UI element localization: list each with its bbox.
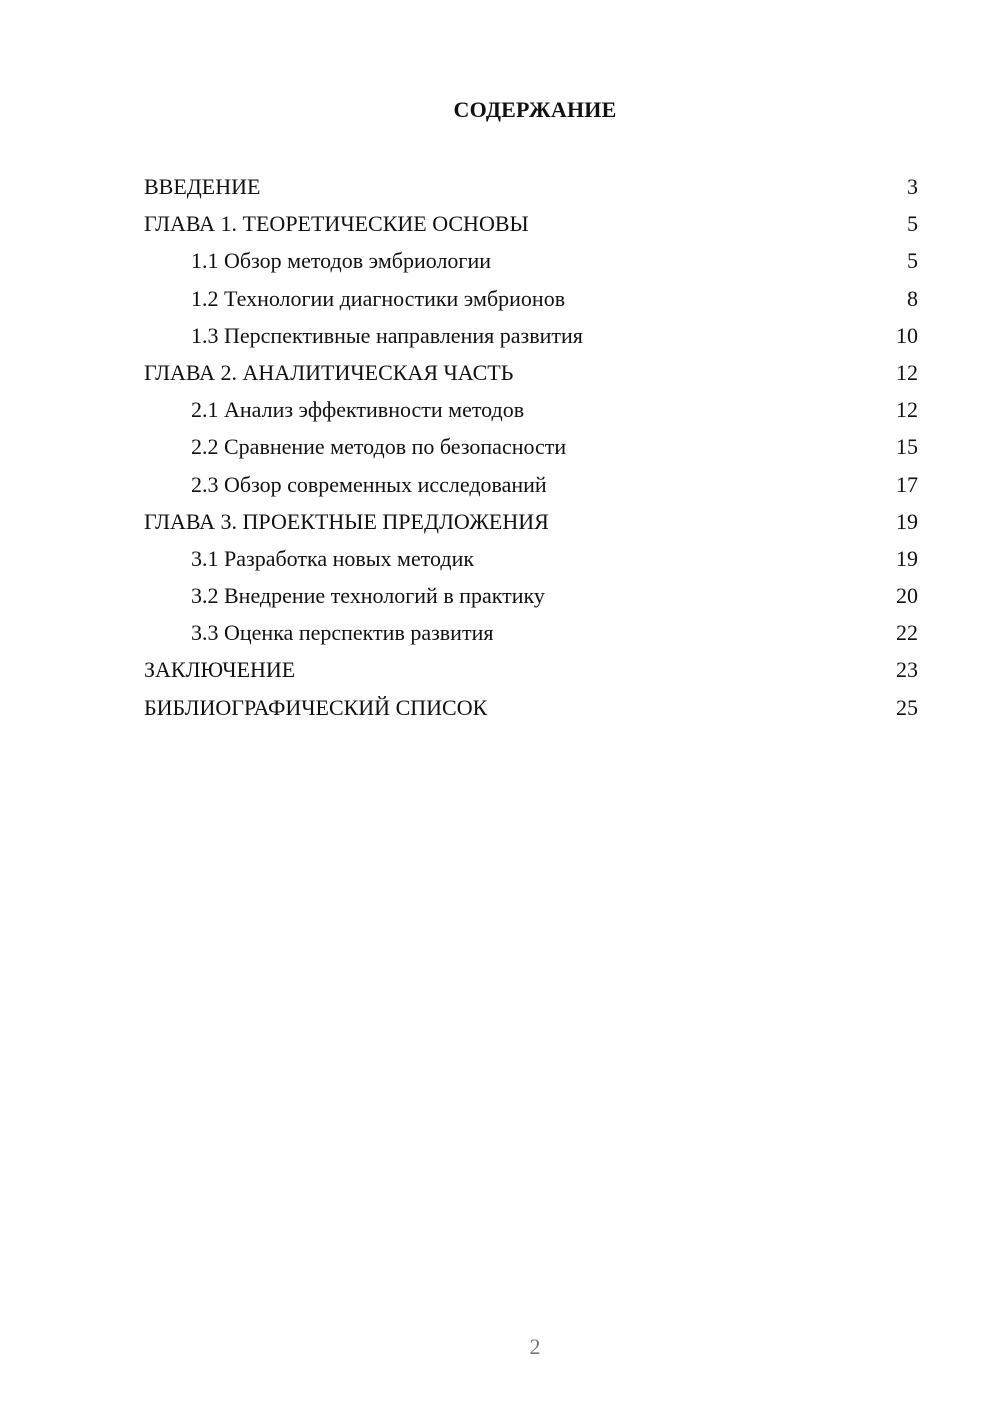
toc-entry-chapter-1[interactable] [144, 205, 918, 242]
toc-entry-label: 3.3 Оценка перспектив развития [191, 620, 494, 646]
toc-entry-label: ВВЕДЕНИЕ [144, 174, 261, 199]
toc-entry-label: 1.3 Перспективные направления развития [191, 322, 583, 348]
toc-entry-page: 20 [896, 583, 918, 609]
toc-entry-label: 3.2 Внедрение технологий в практику [191, 583, 545, 609]
toc-entry-page: 19 [896, 545, 918, 571]
toc-entry-label: ГЛАВА 2. АНАЛИТИЧЕСКАЯ ЧАСТЬ [144, 359, 514, 385]
toc-entry-label: 2.3 Обзор современных исследований [191, 471, 547, 497]
toc-entry-label: 1.1 Обзор методов эмбриологии [191, 248, 491, 274]
toc-entry-label: 2.2 Сравнение методов по безопасности [191, 434, 567, 460]
toc-entry-section-3-2[interactable] [144, 577, 918, 614]
toc-entry-chapter-3[interactable] [144, 503, 918, 540]
toc-entry-section-1-2[interactable] [144, 280, 918, 317]
toc-entry-label: 1.2 Технологии диагностики эмбрионов [191, 285, 566, 311]
toc-entry-chapter-2[interactable] [144, 354, 918, 391]
toc-entry-section-1-3[interactable] [144, 317, 918, 354]
table-of-contents [144, 168, 918, 726]
toc-entry-label: 2.1 Анализ эффективности методов [191, 397, 525, 423]
toc-entry-conclusion[interactable] [144, 651, 918, 688]
toc-entry-page: 15 [896, 434, 918, 460]
toc-entry-page: 10 [896, 322, 918, 348]
toc-entry-page: 25 [896, 694, 918, 720]
toc-entry-section-2-3[interactable] [144, 466, 918, 503]
toc-entry-page: 5 [907, 248, 918, 274]
toc-entry-section-3-1[interactable] [144, 540, 918, 577]
toc-entry-label: 3.1 Разработка новых методик [191, 545, 475, 571]
toc-entry-label: ГЛАВА 1. ТЕОРЕТИЧЕСКИЕ ОСНОВЫ [144, 211, 529, 237]
toc-entry-page: 23 [896, 657, 918, 683]
toc-entry-introduction[interactable] [144, 168, 918, 205]
toc-entry-label: ЗАКЛЮЧЕНИЕ [144, 657, 296, 683]
toc-entry-page: 12 [896, 397, 918, 423]
toc-entry-page: 17 [896, 471, 918, 497]
page-title: СОДЕРЖАНИЕ [453, 97, 617, 122]
toc-entry-section-2-2[interactable] [144, 428, 918, 465]
toc-entry-label: ГЛАВА 3. ПРОЕКТНЫЕ ПРЕДЛОЖЕНИЯ [144, 508, 549, 534]
toc-entry-page: 19 [896, 508, 918, 534]
toc-entry-section-2-1[interactable] [144, 391, 918, 428]
toc-entry-page: 22 [896, 620, 918, 646]
page-number: 2 [529, 1334, 541, 1359]
toc-entry-label: БИБЛИОГРАФИЧЕСКИЙ СПИСОК [144, 694, 488, 720]
toc-entry-page: 3 [907, 174, 918, 199]
toc-entry-bibliography[interactable] [144, 689, 918, 726]
toc-entry-page: 8 [907, 285, 918, 311]
toc-entry-section-3-3[interactable] [144, 614, 918, 651]
toc-entry-section-1-1[interactable] [144, 242, 918, 279]
toc-entry-page: 12 [896, 359, 918, 385]
toc-entry-page: 5 [907, 211, 918, 237]
